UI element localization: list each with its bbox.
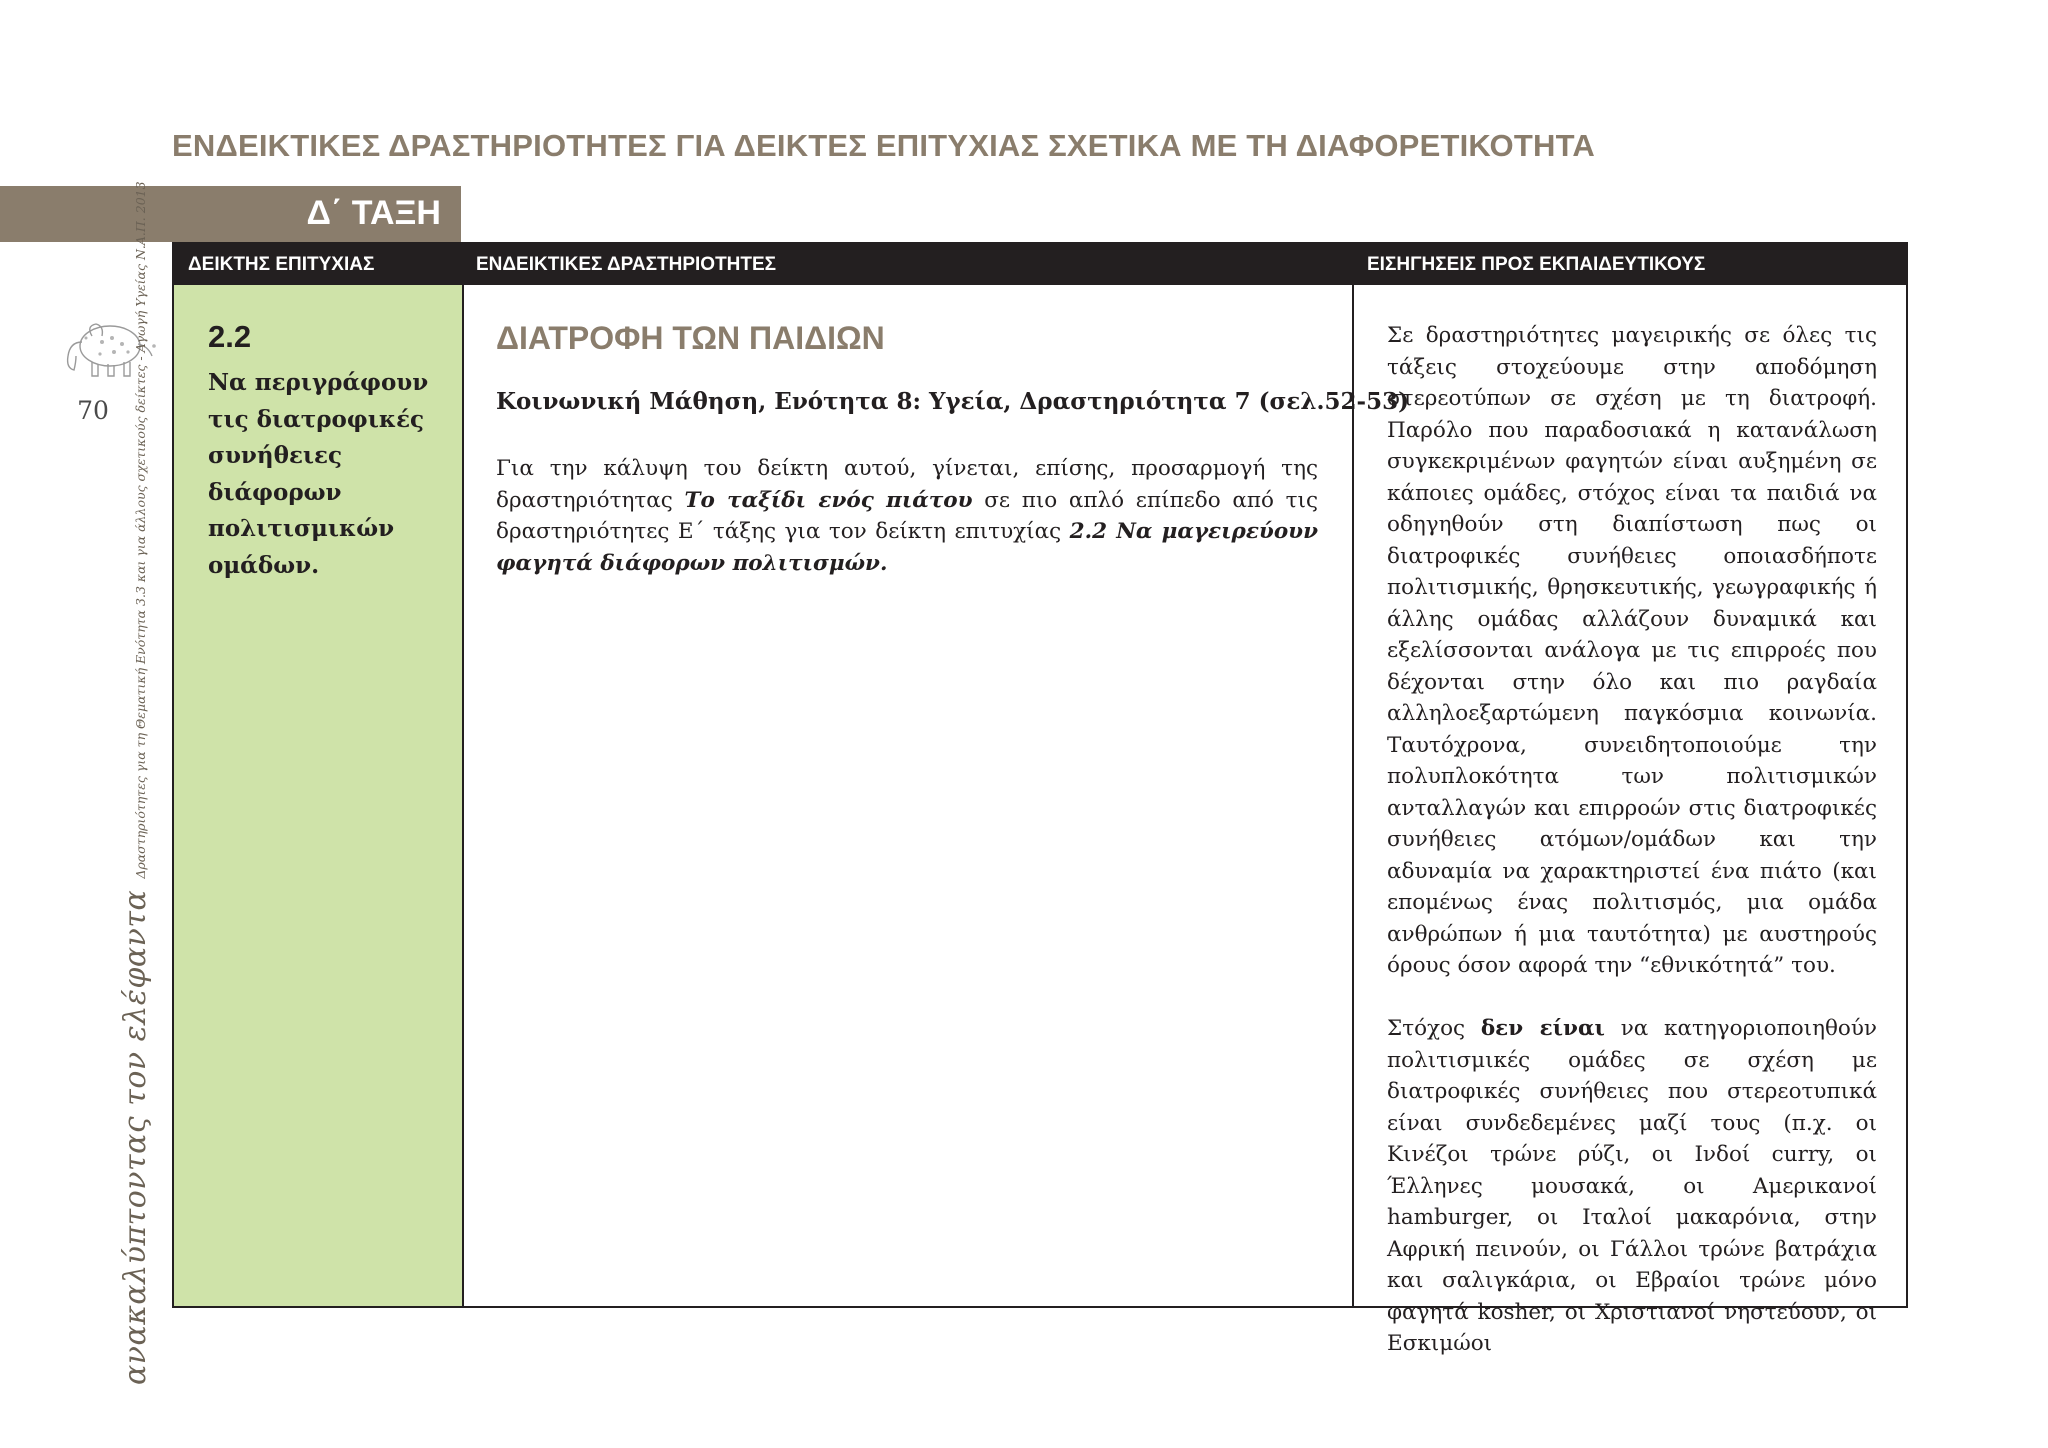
- caption-text: Δραστηριότητες για τη Θεματική Ενότητα 3.3 και για άλλους σχετικούς δείκτες - Αγωγή Υγείας Ν.Α.Π. 2013: [133, 181, 148, 879]
- suggestions-column: [1387, 320, 1877, 1391]
- activity-table: [172, 242, 1908, 1356]
- page-title: ΕΝΔΕΙΚΤΙΚΕΣ ΔΡΑΣΤΗΡΙΟΤΗΤΕΣ ΓΙΑ ΔΕΙΚΤΕΣ ΕΠΙΤΥΧΙΑΣ ΣΧΕΤΙΚΑ ΜΕ ΤΗ ΔΙΑΦΟΡΕΤΙΚΟΤΗΤΑ: [172, 128, 1596, 163]
- header-suggestions: ΕΙΣΗΓΗΣΕΙΣ ΠΡΟΣ ΕΚΠΑΙΔΕΥΤΙΚΟΥΣ: [1367, 254, 1706, 275]
- indicator-column: [174, 285, 462, 1306]
- indicator-number: 2.2: [208, 319, 252, 354]
- suggestion-paragraph-1: Σε δραστηριότητες μαγειρικής σε όλες τις τάξεις στοχεύουμε στην αποδόμηση στερεοτύπων σε σχέση με τη διατροφή. Παρόλο που παραδοσιακά η κατανάλωση συγκεκριμένων φαγητών είναι αυξημένη σε κάποιες ομάδες, στόχος είναι τα παιδιά να οδηγηθούν στη διαπίστωση πως οι διατροφικές συνήθειες οποιασδήποτε πολιτισμικής, θρησκευτικής, γεωγραφικής ή άλλης ομάδας αλλάζουν δυναμικά και εξελίσσονται ανάλογα με τις επιρροές που δέχονται στην όλο και πιο ραγδαία αλληλοεξαρτώμενη παγκόσμια κοινωνία. Ταυτόχρονα, συνειδητοποιούμε την πολυπλοκότητα των πολιτισμικών ανταλλαγών και επιρροών στις διατροφικές συνήθειες ατόμων/ομάδων και την αδυναμία να χαρακτηριστεί ένα πιάτο (και επομένως ένας πολιτισμός, μια ομάδα ανθρώπων ή μια ταυτότητα) με αυστηρούς όρους όσον αφορά την “εθνικότητά” του.: [1387, 323, 1877, 978]
- indicator-description: Να περιγράφουν τις διατροφικές συνήθειες διάφορων πολιτισμικών ομάδων.: [208, 369, 429, 579]
- page-number: 70: [77, 396, 109, 425]
- table-header: [174, 244, 1906, 285]
- activity-description: Για την κάλυψη του δείκτη αυτού, γίνεται, επίσης, προσαρμογή της δραστηριότητας Το ταξίδι ενός πιάτου σε πιο απλό επίπεδο από τις δραστηριότητες Ε΄ τάξης για τον δείκτη επιτυχίας 2.2 Να μαγειρεύουν φαγητά διάφορων πολιτισμών.: [496, 456, 1318, 576]
- grade-label: Δ΄ ΤΑΞΗ: [306, 194, 441, 232]
- activity-name-emphasis: Το ταξίδι ενός πιάτου: [684, 487, 973, 513]
- activity-title: ΔΙΑΤΡΟΦΗ ΤΩΝ ΠΑΙΔΙΩΝ: [496, 320, 885, 356]
- indicator-emphasis: 2.2 Να μαγειρεύουν φαγητά διάφορων πολιτισμών.: [496, 519, 1318, 576]
- column-divider: [462, 244, 464, 1306]
- header-indicator: ΔΕΙΚΤΗΣ ΕΠΙΤΥΧΙΑΣ: [188, 254, 375, 275]
- negation-emphasis: δεν είναι: [1480, 1016, 1605, 1041]
- side-caption: [118, 181, 153, 1385]
- grade-band: [0, 186, 461, 242]
- header-activities: ΕΝΔΕΙΚΤΙΚΕΣ ΔΡΑΣΤΗΡΙΟΤΗΤΕΣ: [476, 254, 777, 275]
- brand-text: ανακαλύπτοντας τον ελέφαντα: [118, 889, 153, 1385]
- activity-reference: Κοινωνική Μάθηση, Ενότητα 8: Υγεία, Δραστηριότητα 7 (σελ.52-53): [496, 388, 1409, 415]
- suggestion-paragraph-2: Στόχος δεν είναι να κατηγοριοποιηθούν πολιτισμικές ομάδες σε σχέση με διατροφικές συνήθειες που στερεοτυπικά είναι συνδεδεμένες μαζί τους (π.χ. οι Κινέζοι τρώνε ρύζι, οι Ινδοί curry, οι Έλληνες μουσακά, οι Αμερικανοί hamburger, οι Ιταλοί μακαρόνια, στην Αφρική πεινούν, οι Γάλλοι τρώνε βατράχια και σαλιγκάρια, οι Εβραίοι τρώνε μόνο φαγητά kosher, οι Χριστιανοί νηστεύουν, οι Εσκιμώοι: [1387, 1016, 1877, 1356]
